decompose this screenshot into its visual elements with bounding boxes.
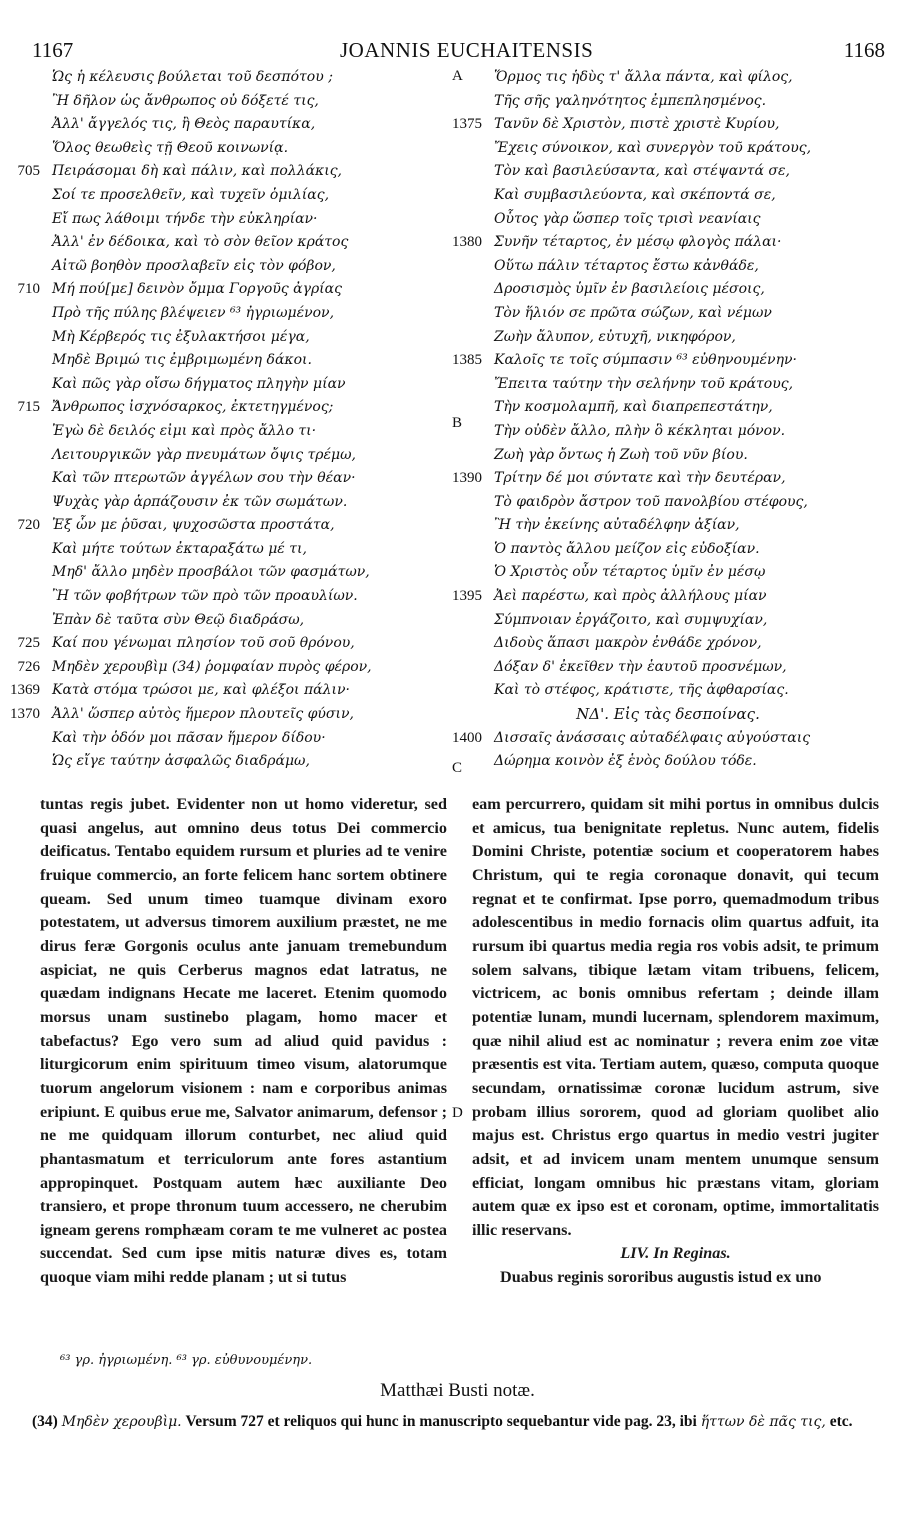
verse-text: Δώρημα κοινὸν ἐξ ἑνὸς δούλου τόδε. (494, 753, 757, 770)
verse-text: Ἄνθρωπος ἰσχνόσαρκος, ἐκτετηγμένος; (52, 399, 334, 416)
note-34 (32, 1412, 887, 1432)
verse-number: 1370 (10, 706, 40, 723)
verse-line (6, 467, 436, 491)
verse-text: Ὅρμος τις ἡδὺς τ' ἄλλα πάντα, καὶ φίλος, (494, 69, 793, 85)
verse-text: Δισσαῖς ἀνάσσαις αὐταδέλφαις αὐγούσταις (494, 729, 811, 746)
verse-line (6, 585, 436, 609)
note-greek: Μηδὲν χερουβὶμ. (61, 1414, 182, 1430)
verse-number: 1385 (452, 352, 482, 369)
verse-number: 1380 (452, 234, 482, 251)
verse-line (6, 326, 436, 350)
verse-number: 726 (17, 658, 40, 675)
verse-line (448, 208, 888, 232)
note-lead: (34) (32, 1413, 62, 1430)
note-body: Versum 727 et reliquos qui hunc in manuscripto sequebantur vide pag. 23, ibi (181, 1413, 701, 1430)
verse-line (6, 137, 436, 161)
verse-line (6, 302, 436, 326)
verse-line (6, 396, 436, 420)
verse-text: Ἀλλ' ἄγγελός τις, ἢ Θεὸς παραυτίκα, (52, 116, 316, 133)
verse-text: Σοί τε προσελθεῖν, καὶ τυχεῖν ὁμιλίας, (52, 186, 330, 203)
verse-text: Καὶ τῶν πτερωτῶν ἀγγέλων σου τὴν θέαν· (52, 470, 356, 487)
verse-text: Μηδὲ Βριμώ τις ἐμβριμωμένη δάκοι. (52, 352, 312, 369)
verse-text: Μὴ Κέρβερός τις ἐξυλακτήσοι μέγα, (52, 328, 310, 345)
verse-text: Ζωὴν ἄλυπον, εὐτυχῆ, νικηφόρον, (494, 328, 736, 345)
verse-text: Καὶ τὸ στέφος, κράτιστε, τῆς ἀφθαρσίας. (494, 682, 789, 699)
verse-text: Μηδὲν χερουβὶμ (34) ῥομφαίαν πυρὸς φέρον, (52, 658, 372, 675)
verse-line (448, 514, 888, 538)
greek-column-left (6, 66, 436, 774)
verse-text: Καί που γένωμαι πλησίον τοῦ σοῦ θρόνου, (52, 635, 355, 652)
verse-text: Μηδ' ἄλλο μηδὲν προσβάλοι τῶν φασμάτων, (52, 564, 370, 581)
verse-line (6, 90, 436, 114)
verse-line (6, 278, 436, 302)
verse-number: 1369 (10, 682, 40, 699)
verse-line (6, 231, 436, 255)
verse-text: Δόξαν δ' ἐκεῖθεν τὴν ἑαυτοῦ προσνέμων, (494, 658, 787, 675)
verse-line (6, 656, 436, 680)
verse-text: Δροσισμὸς ὑμῖν ἐν βασιλείοις μέσοις, (494, 281, 765, 298)
verse-number: 725 (17, 635, 40, 652)
verse-line (6, 632, 436, 656)
latin-text-right-end: Duabus reginis sororibus augustis istud ex uno (500, 1268, 822, 1287)
verse-text: Εἴ πως λάθοιμι τήνδε τὴν εὐκληρίαν· (52, 210, 318, 227)
verse-line (448, 561, 888, 585)
verse-text: Ἐπὰν δὲ ταῦτα σὺν Θεῷ διαδράσω, (52, 611, 305, 628)
verse-text: Ἢ τὴν ἐκείνης αὐταδέλφην ἀξίαν, (494, 517, 740, 534)
verse-line (6, 727, 436, 751)
verse-text: Ἔπειτα ταύτην τὴν σελήνην τοῦ κράτους, (494, 375, 794, 392)
verse-line (448, 538, 888, 562)
latin-column-left (40, 793, 447, 1290)
margin-letter-d: D (452, 1105, 463, 1121)
verse-text: Τῆς σῆς γαληνότητος ἐμπεπλησμένος. (494, 92, 767, 109)
margin-letter-c: C (452, 760, 463, 776)
verse-text: Συνῆν τέταρτος, ἐν μέσῳ φλογὸς πάλαι· (494, 234, 782, 251)
verse-number: 1400 (452, 729, 482, 746)
verse-text: Οὗτος γὰρ ὥσπερ τοῖς τρισὶ νεανίαις (494, 210, 761, 227)
margin-letter-a: A (452, 68, 463, 84)
verse-line (6, 444, 436, 468)
verse-line (448, 326, 888, 350)
verse-text: Αἰτῶ βοηθὸν προσλαβεῖν εἰς τὸν φόβον, (52, 257, 336, 274)
verse-line (448, 396, 888, 420)
verse-line (6, 538, 436, 562)
verse-number: 710 (17, 281, 40, 298)
verse-line (448, 160, 888, 184)
verse-line (448, 444, 888, 468)
verse-text: Ὅλος θεωθεὶς τῇ Θεοῦ κοινωνίᾳ. (52, 139, 289, 156)
verse-line (6, 373, 436, 397)
verse-text: Ἐγὼ δὲ δειλός εἰμι καὶ πρὸς ἄλλο τι· (52, 422, 317, 439)
verse-line (6, 750, 436, 774)
verse-line (448, 137, 888, 161)
note-end: etc. (825, 1413, 853, 1430)
verse-text: Ἀλλ' ἐν δέδοικα, καὶ τὸ σὸν θεῖον κράτος (52, 234, 349, 251)
verse-text: Πρὸ τῆς πύλης βλέψειεν ⁶³ ἠγριωμένον, (52, 304, 335, 321)
verse-text: Τὴν κοσμολαμπῆ, καὶ διαπρεπεστάτην, (494, 399, 773, 416)
verse-number: 715 (17, 399, 40, 416)
verse-text: Ἐξ ὧν με ῥῦσαι, ψυχοσῶστα προστάτα, (52, 517, 335, 534)
notes-title: Matthæi Busti notæ. (380, 1380, 535, 1401)
verse-line (448, 302, 888, 326)
verse-line (448, 727, 888, 751)
verse-line (6, 208, 436, 232)
verse-text: Πειράσομαι δὴ καὶ πάλιν, καὶ πολλάκις, (52, 163, 343, 180)
note-greek-2: ἥττων δὲ πᾶς τις, (700, 1414, 826, 1430)
verse-text: Τανῦν δὲ Χριστὸν, πιστὲ χριστὲ Κυρίου, (494, 116, 780, 133)
verse-text: Σύμπνοιαν ἐργάζοιτο, καὶ συμψυχίαν, (494, 611, 768, 628)
verse-line (448, 349, 888, 373)
verse-text: Τὸν ἥλιόν σε πρῶτα σώζων, καὶ νέμων (494, 304, 772, 321)
verse-line (6, 160, 436, 184)
verse-number: 1390 (452, 470, 482, 487)
latin-text-left: tuntas regis jubet. Evidenter non ut homo videretur, sed quasi angelus, aut omnino deus totus Dei commercio deificatus. Tentabo equidem rursum et pluries ad te venire fruique commercio, an forte felicem hanc sortem obtinere queam. Sed unum timeo tuamque divinam exoro potestatem, ut adversus timorem auxilium præstet, ne me dirus feræ Gorgonis oculus ante januam tremebundum aspiciat, ne quis Cerberus magnos edat latratus, ne quædam indignans Hecate me laceret. Etenim quomodo morsus unam sustinebo plagam, homo macer et tabefactus? Ego vero sum ad aliud quid pavidus : liturgicorum enim spirituum timeo visum, alatorumque tuorum angelorum visionem : nam e corporibus animas eripiunt. E quibus erue me, Salvator animarum, defensor ; ne me quidquam illorum conturbet, nec aliud quid phantasmatum et terriculorum ante fores astantium appropinquet. Postquam autem hæc auxiliante Deo transiero, et prope thronum tuum accessero, ne cherubim igneam gerens romphæam coram te me vulneret ac postea succendat. Sed cum ipse mitis naturæ dives es, totam quoque viam mihi redde planam ; ut si tutus (40, 795, 447, 1287)
verse-line (6, 703, 436, 727)
verse-number: 705 (17, 163, 40, 180)
verse-text: Κατὰ στόμα τρώσοι με, καὶ φλέξοι πάλιν· (52, 682, 350, 699)
footnotes: ⁶³ γρ. ἠγριωμένη. ⁶³ γρ. εὐθυνουμένην. (60, 1353, 313, 1368)
verse-text: Τρίτην δέ μοι σύντατε καὶ τὴν δευτέραν, (494, 470, 786, 487)
verse-line (448, 679, 888, 703)
verse-line (6, 609, 436, 633)
margin-letter-b: B (452, 415, 463, 431)
verse-line (6, 679, 436, 703)
verse-number: 1375 (452, 116, 482, 133)
verse-line (6, 184, 436, 208)
verse-line (6, 514, 436, 538)
verse-text: Λειτουργικῶν γὰρ πνευμάτων ὄψις τρέμω, (52, 446, 356, 463)
verse-text: Διδοὺς ἅπασι μακρὸν ἐνθάδε χρόνον, (494, 635, 762, 652)
page-number-right: 1168 (843, 38, 885, 62)
verse-line (6, 349, 436, 373)
verse-text: Τὸ φαιδρὸν ἄστρον τοῦ πανολβίου στέφους, (494, 493, 808, 510)
verse-line (448, 585, 888, 609)
verse-text: Ἢ δῆλον ὡς ἄνθρωπος οὐ δόξετέ τις, (52, 92, 319, 109)
verse-text: Ἢ τῶν φοβήτρων τῶν πρὸ τῶν προαυλίων. (52, 588, 358, 605)
verse-line (6, 491, 436, 515)
verse-text: Καὶ τὴν ὁδόν μοι πᾶσαν ἥμερον δίδου· (52, 729, 326, 746)
verse-text: Ὁ παντὸς ἄλλου μείζον εἰς εὐδοξίαν. (494, 540, 760, 557)
verse-text: Ἀεὶ παρέστω, καὶ πρὸς ἀλλήλους μίαν (494, 588, 767, 605)
latin-text-right: eam percurrero, quidam sit mihi portus in omnibus dulcis et amicus, tua benignitate repletus. Nunc autem, fidelis Domini Christe, potentiæ socium et cooperatorem habes Christum, qui te regia coronaque donavit, qui tecum regnat et te confirmat. Ipse porro, quemadmodum tribus adolescentibus in medio fornacis olim quartus adfuit, ita rursum ibi quartus media regia ros vobis adsit, te primum solem salvans, tibique lætam vitam tribuens, felicem, victricem, ac bonis omnibus refertam ; deinde illam potentiæ lunam, mundi lucernam, splendorem maximum, quæ nihil aliud est ac nominatur ; revera enim zoe vitæ præsentis est vita. Tertiam autem, quæso, computa quoque secundam, ornatissimæ coronæ lucidum astrum, sive probam illius sororem, quod ad gloriam quolibet alio majus est. Christus ergo quartus in medio vestri jugiter adsit, et ad invicem unam mentem unumque sensum efficiat, longam omnibus hic præstans vitam, gloriam autem quæ ex ipso est et coronam, optime, immortalitatis illic reservans. (472, 795, 879, 1239)
verse-text: Καὶ συμβασιλεύοντα, καὶ σκέποντά σε, (494, 186, 776, 203)
running-title: JOANNIS EUCHAITENSIS (340, 38, 594, 62)
verse-text: Ὡς εἴγε ταύτην ἀσφαλῶς διαδράμω, (52, 753, 310, 770)
verse-text: Τὸν καὶ βασιλεύσαντα, καὶ στέψαντά σε, (494, 163, 790, 180)
verse-line (448, 467, 888, 491)
verse-text: Μή πού[με] δεινὸν ὄμμα Γοργοῦς ἀγρίας (52, 281, 342, 298)
latin-section-title: LIV. In Reginas. (620, 1244, 731, 1263)
verse-line (448, 373, 888, 397)
verse-text: Καὶ μήτε τούτων ἐκταραξάτω μέ τι, (52, 540, 307, 557)
verse-line (448, 491, 888, 515)
verse-section-title: ΝΔ'. Εἰς τὰς δεσποίνας. (576, 705, 760, 724)
verse-text: Ζωὴ γὰρ ὄντως ἡ Ζωὴ τοῦ νῦν βίου. (494, 446, 748, 463)
verse-line (6, 66, 436, 90)
verse-text: Καλοῖς τε τοῖς σύμπασιν ⁶³ εὐθηνουμένην· (494, 352, 797, 369)
verse-line (448, 255, 888, 279)
verse-line (6, 255, 436, 279)
verse-line (6, 420, 436, 444)
page-number-left: 1167 (32, 38, 74, 62)
verse-text: Τὴν οὐδὲν ἄλλο, πλὴν ὃ κέκληται μόνον. (494, 422, 786, 439)
verse-line (448, 750, 888, 774)
verse-line (6, 561, 436, 585)
verse-number: 1395 (452, 588, 482, 605)
verse-text: Ὁ Χριστὸς οὖν τέταρτος ὑμῖν ἐν μέσῳ (494, 564, 766, 581)
verse-line (448, 113, 888, 137)
verse-line (448, 278, 888, 302)
verse-text: Ἀλλ' ὥσπερ αὐτὸς ἥμερον πλουτεῖς φύσιν, (52, 706, 354, 723)
verse-line (448, 231, 888, 255)
verse-text: Ὡς ἡ κέλευσις βούλεται τοῦ δεσπότου ; (52, 69, 333, 85)
greek-column-right (448, 66, 888, 774)
verse-line (448, 184, 888, 208)
verse-line (448, 609, 888, 633)
verse-line (448, 420, 888, 444)
latin-column-right (472, 793, 879, 1290)
verse-line (6, 113, 436, 137)
verse-text: Ἔχεις σύνοικον, καὶ συνεργὸν τοῦ κράτους, (494, 139, 812, 156)
verse-line (448, 656, 888, 680)
verse-line (448, 66, 888, 90)
verse-line (448, 632, 888, 656)
verse-line (448, 703, 888, 727)
verse-text: Οὕτω πάλιν τέταρτος ἔστω κἀνθάδε, (494, 257, 759, 274)
verse-line (448, 90, 888, 114)
verse-number: 720 (17, 517, 40, 534)
verse-text: Ψυχὰς γὰρ ἁρπάζουσιν ἐκ τῶν σωμάτων. (52, 493, 348, 510)
verse-text: Καὶ πῶς γὰρ οἴσω δήγματος πληγὴν μίαν (52, 375, 346, 392)
